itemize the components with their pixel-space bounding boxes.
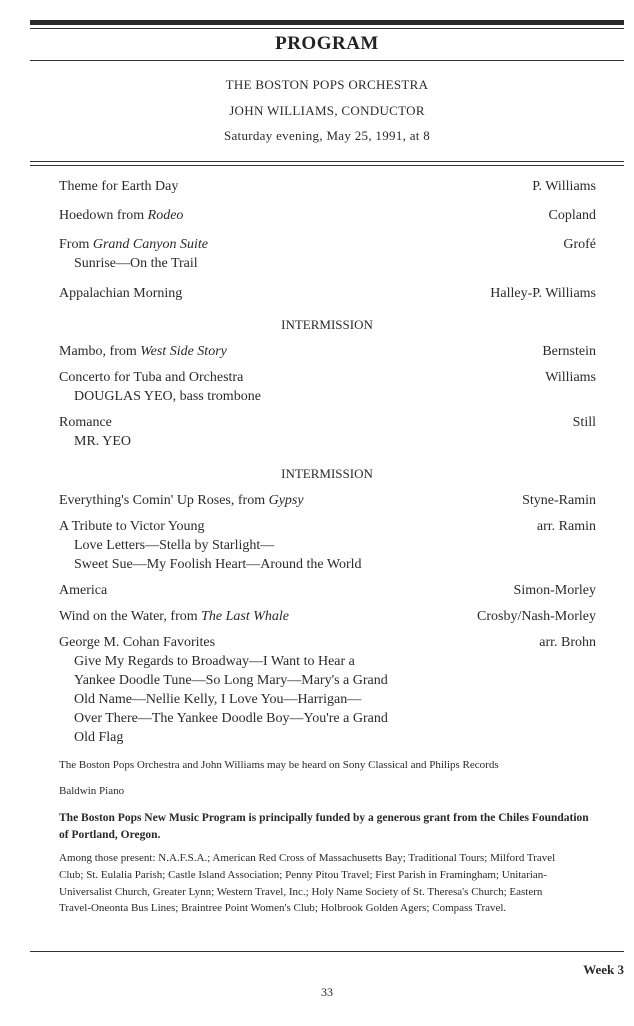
composer: Copland: [548, 208, 596, 223]
attendees-note: Among those present: N.A.F.S.A.; American Red Cross of Massachusetts Bay; Traditional Tours; Milford Travel Club; St. Eulalia Parish; Castle Island Association; Penny Pitou Travel; First Parish in Framingham; Unitarian-Universalist Church, Greater Lynn; Western Travel, Inc.; Holy Name Society of St. Theresa's Church; Eastern Travel-Oneonta Bus Lines; Braintree Point Women's Club; Holbrook Golden Agers; Compass Travel.: [59, 852, 556, 915]
program-item: [59, 206, 596, 225]
work-title: Rodeo: [147, 208, 184, 223]
piece-title: Appalachian Morning: [59, 286, 183, 301]
piece-subtitle: DOUGLAS YEO, bass trombone: [74, 389, 261, 404]
piece-subtitle: Give My Regards to Broadway—I Want to Hear a: [74, 654, 355, 669]
piece-title: America: [59, 583, 108, 598]
composer: Styne-Ramin: [522, 493, 596, 508]
piece-title: Everything's Comin' Up Roses, from Gypsy: [59, 493, 304, 508]
piece-title: Hoedown from Rodeo: [59, 208, 184, 223]
piece-title: George M. Cohan Favorites: [59, 635, 216, 650]
composer: Crosby/Nash-Morley: [477, 609, 596, 624]
program-item: [59, 517, 596, 574]
piece-subtitle: MR. YEO: [74, 434, 132, 449]
composer: Simon-Morley: [513, 583, 596, 598]
composer: arr. Ramin: [536, 519, 596, 534]
program-item: [59, 177, 596, 196]
header-rule-2: [30, 165, 624, 166]
piece-title: From Grand Canyon Suite: [59, 237, 208, 252]
page-number: 33: [321, 985, 333, 999]
program-item: [59, 342, 596, 361]
work-title: West Side Story: [140, 344, 227, 359]
program-item: [59, 284, 596, 303]
footer-rule: [30, 951, 624, 952]
header-rule-1: [30, 161, 624, 162]
composer: Still: [572, 415, 596, 430]
piece-subtitle: Over There—The Yankee Doodle Boy—You're a Grand: [74, 711, 388, 726]
program-item: [59, 491, 596, 510]
composer: Williams: [545, 370, 596, 385]
composer: Halley-P. Williams: [490, 286, 596, 301]
piece-title: Theme for Earth Day: [59, 179, 179, 194]
week-label: Week 3: [583, 962, 624, 977]
program-item: [59, 633, 596, 747]
piece-subtitle: Yankee Doodle Tune—So Long Mary—Mary's a Grand: [74, 673, 388, 688]
top-thin-rule: [30, 28, 624, 29]
piece-subtitle: Sweet Sue—My Foolish Heart—Around the World: [74, 557, 362, 572]
piece-title: Romance: [59, 415, 112, 430]
program-item: [59, 235, 596, 273]
title-rule: [30, 60, 624, 61]
program-item: [59, 607, 596, 626]
program-item: [59, 581, 596, 600]
piece-subtitle: Old Flag: [74, 730, 124, 745]
composer: Grofé: [563, 237, 596, 252]
piece-title: A Tribute to Victor Young: [59, 519, 205, 534]
funding-note: The Boston Pops New Music Program is principally funded by a generous grant from the Chiles Foundation of Portland, Oregon.: [59, 812, 589, 841]
composer: arr. Brohn: [539, 635, 596, 650]
piece-title: Wind on the Water, from The Last Whale: [59, 609, 290, 624]
work-title: The Last Whale: [201, 609, 290, 624]
conductor: JOHN WILLIAMS, CONDUCTOR: [229, 103, 425, 118]
intermission: INTERMISSION: [281, 466, 373, 481]
page-title: PROGRAM: [275, 33, 379, 54]
orchestra: THE BOSTON POPS ORCHESTRA: [225, 77, 429, 92]
work-title: Grand Canyon Suite: [92, 237, 208, 252]
piece-subtitle: Love Letters—Stella by Starlight—: [74, 538, 275, 553]
top-thick-rule: [30, 20, 624, 25]
piece-title: Mambo, from West Side Story: [59, 344, 227, 359]
work-title: Gypsy: [268, 493, 304, 508]
piece-subtitle: Sunrise—On the Trail: [74, 256, 198, 271]
composer: Bernstein: [542, 344, 596, 359]
piece-subtitle: Old Name—Nellie Kelly, I Love You—Harrigan—: [74, 692, 362, 707]
piece-title: Concerto for Tuba and Orchestra: [59, 370, 244, 385]
composer: P. Williams: [532, 179, 596, 194]
records-note: The Boston Pops Orchestra and John Williams may be heard on Sony Classical and Philips Records: [59, 759, 499, 771]
program-item: [59, 368, 596, 406]
piano-note: Baldwin Piano: [59, 785, 125, 797]
program-item: [59, 413, 596, 451]
concert-date: Saturday evening, May 25, 1991, at 8: [223, 128, 431, 143]
intermission: INTERMISSION: [281, 317, 373, 332]
